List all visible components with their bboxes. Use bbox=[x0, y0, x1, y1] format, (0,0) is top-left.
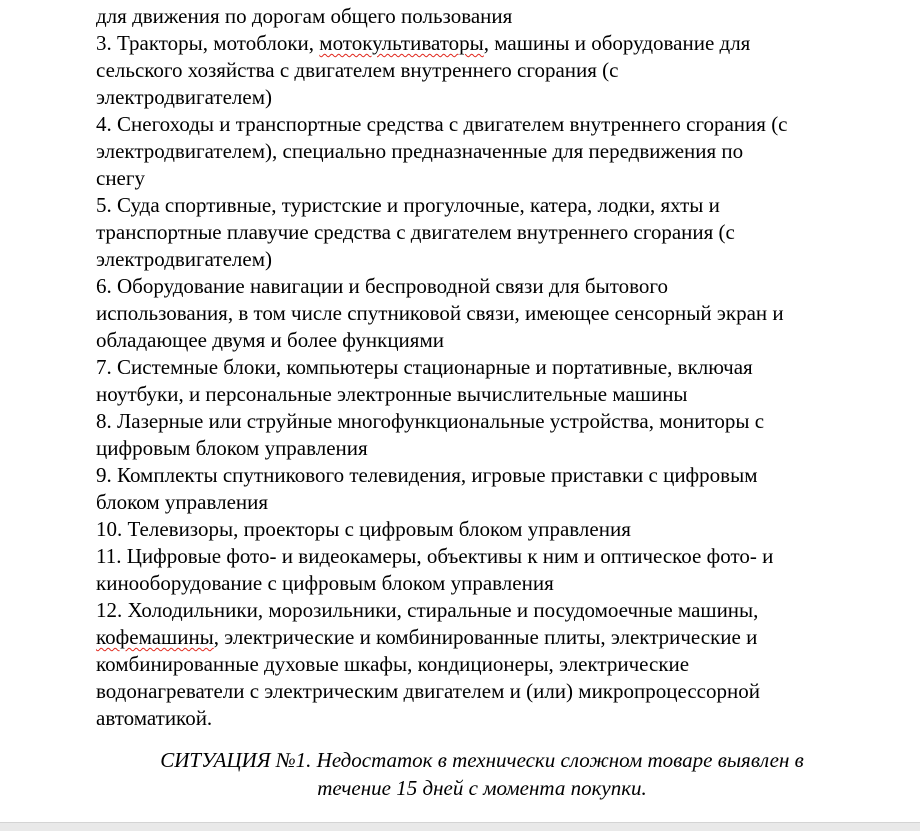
text-segment: электродвигателем) bbox=[96, 85, 272, 109]
text-line bbox=[96, 462, 886, 489]
text-line bbox=[96, 111, 886, 138]
text-segment: 10. Телевизоры, проекторы с цифровым блоком управления bbox=[96, 517, 631, 541]
text-line bbox=[96, 327, 886, 354]
text-line bbox=[96, 435, 886, 462]
text-line bbox=[96, 192, 886, 219]
text-line bbox=[96, 543, 886, 570]
text-line bbox=[96, 597, 886, 624]
text-line bbox=[96, 57, 886, 84]
text-line bbox=[96, 165, 886, 192]
text-segment: электродвигателем), специально предназначенные для передвижения по bbox=[96, 139, 744, 163]
text-segment: 4. Снегоходы и транспортные средства с двигателем внутреннего сгорания (с bbox=[96, 112, 788, 136]
text-segment: 12. Холодильники, морозильники, стиральные и посудомоечные машины, bbox=[96, 598, 759, 622]
spellcheck-flagged-word: мотокультиваторы bbox=[319, 31, 484, 55]
text-line bbox=[96, 678, 886, 705]
situation-line-1: СИТУАЦИЯ №1. Недостаток в технически сложном товаре выявлен в bbox=[160, 748, 804, 772]
text-line bbox=[96, 705, 886, 732]
situation-line-2: течение 15 дней с момента покупки. bbox=[317, 776, 647, 800]
text-line bbox=[96, 354, 886, 381]
text-segment: автоматикой. bbox=[96, 706, 213, 730]
text-segment: транспортные плавучие средства с двигателем внутреннего сгорания (с bbox=[96, 220, 735, 244]
text-line bbox=[96, 651, 886, 678]
text-line bbox=[96, 30, 886, 57]
text-line bbox=[96, 273, 886, 300]
text-segment: 11. Цифровые фото- и видеокамеры, объективы к ним и оптическое фото- и bbox=[96, 544, 774, 568]
text-segment: 9. Комплекты спутникового телевидения, игровые приставки с цифровым bbox=[96, 463, 758, 487]
text-segment: водонагреватели с электрическим двигателем и (или) микропроцессорной bbox=[96, 679, 760, 703]
text-segment: снегу bbox=[96, 166, 145, 190]
situation-heading[interactable] bbox=[96, 746, 868, 802]
text-line bbox=[96, 138, 886, 165]
text-line bbox=[96, 489, 886, 516]
text-segment: 6. Оборудование навигации и беспроводной связи для бытового bbox=[96, 274, 668, 298]
text-line bbox=[96, 219, 886, 246]
text-segment: обладающее двумя и более функциями bbox=[96, 328, 444, 352]
text-line bbox=[96, 570, 886, 597]
text-segment: 5. Суда спортивные, туристские и прогулочные, катера, лодки, яхты и bbox=[96, 193, 720, 217]
text-segment: кинооборудование с цифровым блоком управления bbox=[96, 571, 554, 595]
text-segment: 8. Лазерные или струйные многофункциональные устройства, мониторы с bbox=[96, 409, 765, 433]
text-segment: электродвигателем) bbox=[96, 247, 272, 271]
text-segment: ноутбуки, и персональные электронные вычислительные машины bbox=[96, 382, 688, 406]
text-segment: , машины и оборудование для bbox=[483, 31, 751, 55]
text-line bbox=[96, 381, 886, 408]
text-segment: для движения по дорогам общего пользования bbox=[96, 4, 513, 28]
text-segment: , электрические и комбинированные плиты, электрические и bbox=[213, 625, 758, 649]
text-line bbox=[96, 3, 886, 30]
text-line bbox=[96, 300, 886, 327]
text-segment: цифровым блоком управления bbox=[96, 436, 368, 460]
text-segment: использования, в том числе спутниковой связи, имеющее сенсорный экран и bbox=[96, 301, 784, 325]
text-line bbox=[96, 624, 886, 651]
text-line bbox=[96, 516, 886, 543]
text-segment: 3. Тракторы, мотоблоки, bbox=[96, 31, 320, 55]
text-line bbox=[96, 84, 886, 111]
text-segment: сельского хозяйства с двигателем внутреннего сгорания (с bbox=[96, 58, 619, 82]
document-body-text[interactable] bbox=[96, 3, 886, 732]
text-segment: 7. Системные блоки, компьютеры стационарные и портативные, включая bbox=[96, 355, 753, 379]
text-line bbox=[96, 246, 886, 273]
text-segment: блоком управления bbox=[96, 490, 269, 514]
spellcheck-flagged-word: кофемашины bbox=[96, 625, 214, 649]
text-line bbox=[96, 408, 886, 435]
text-segment: комбинированные духовые шкафы, кондиционеры, электрические bbox=[96, 652, 690, 676]
